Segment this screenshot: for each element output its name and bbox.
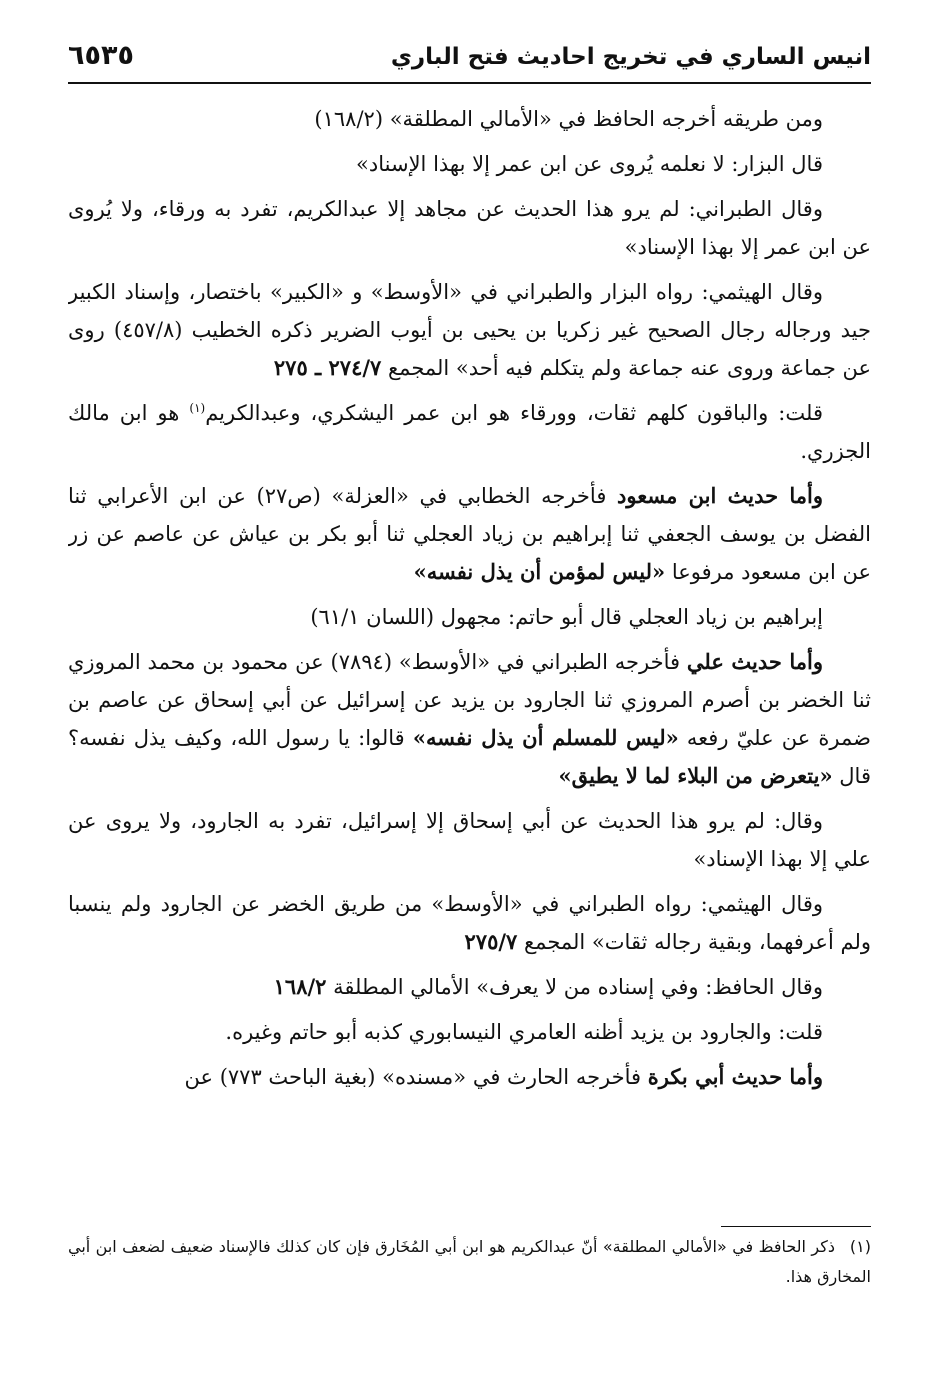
footnote: [68, 1232, 871, 1292]
hadith-text-1: «ليس لمؤمن أن يذل نفسه»: [413, 559, 666, 584]
footnote-text: ذكر الحافظ في «الأمالي المطلقة» أنّ عبدالكريم هو ابن أبي المُخَارق فإن كان كذلك فالإسناد ضعيف لضعف ابن أبي المخارق هذا.: [68, 1237, 871, 1286]
paragraph-3-text: وقال الطبراني: لم يرو هذا الحديث عن مجاهد إلا عبدالكريم، تفرد به ورقاء، ولا يُروى عن ابن عمر إلا بهذا الإسناد»: [68, 197, 871, 259]
paragraph-5: [68, 394, 871, 470]
paragraph-3: [68, 190, 871, 266]
paragraph-11-reference: ١٦٨/٢: [273, 974, 327, 999]
section-lead-abi-bakra: وأما حديث أبي بكرة: [647, 1064, 823, 1089]
paragraph-4-reference: ٢٧٤/٧ ـ ٢٧٥: [273, 355, 382, 380]
paragraph-5-text-a: قلت: والباقون كلهم ثقات، وورقاء هو ابن عمر اليشكري، وعبدالكريم: [205, 401, 823, 425]
paragraph-11-text: وقال الحافظ: وفي إسناده من لا يعرف» الأمالي المطلقة: [333, 975, 823, 999]
paragraph-1: [68, 100, 871, 138]
paragraph-12: [68, 1013, 871, 1051]
footnote-divider: [721, 1226, 871, 1227]
paragraph-8-text: فأخرجه الطبراني في «الأوسط» (٧٨٩٤) عن محمود بن محمد المروزي ثنا الخضر بن أصرم المروزي ثنا الجارود بن يزيد عن إسرائيل عن أبي إسحاق عن عاصم بن ضمرة عن عليّ رفعه: [68, 650, 871, 750]
paragraph-6: [68, 477, 871, 591]
paragraph-2-text: قال البزار: لا نعلمه يُروى عن ابن عمر إلا بهذا الإسناد»: [356, 152, 823, 176]
paragraph-10-reference: ٢٧٥/٧: [464, 929, 518, 954]
paragraph-4: [68, 273, 871, 387]
main-text: [68, 100, 871, 1210]
paragraph-10: [68, 885, 871, 961]
paragraph-2: [68, 145, 871, 183]
paragraph-8: [68, 643, 871, 795]
paragraph-10-text: وقال الهيثمي: رواه الطبراني في «الأوسط» من طريق الخضر عن الجارود ولم ينسبا ولم أعرفهما، وبقية رجاله ثقات» المجمع: [68, 892, 871, 954]
paragraph-6-text: فأخرجه الخطابي في «العزلة» (ص٢٧) عن ابن الأعرابي ثنا الفضل بن يوسف الجعفي ثنا إبراهيم بن زياد العجلي ثنا أبو بكر بن عياش عن عاصم عن زر عن ابن مسعود مرفوعا: [68, 484, 871, 584]
paragraph-4-text: وقال الهيثمي: رواه البزار والطبراني في «الأوسط» و «الكبير» باختصار، وإسناد الكبير جيد ورجاله رجال الصحيح غير زكريا بن يحيى بن أيوب الضرير ذكره الخطيب (٤٥٧/٨) روى عن جماعة وروى عنه جماعة ولم يتكلم فيه أحد» المجمع: [68, 280, 871, 380]
paragraph-13-text: فأخرجه الحارث في «مسنده» (بغية الباحث ٧٧٣) عن: [184, 1065, 642, 1089]
paragraph-9: [68, 802, 871, 878]
footnote-marker: (١): [189, 401, 206, 415]
page-header: [68, 30, 871, 84]
paragraph-9-text: وقال: لم يرو هذا الحديث عن أبي إسحاق إلا إسرائيل، تفرد به الجارود، ولا يروى عن علي إلا بهذا الإسناد»: [68, 809, 871, 871]
paragraph-8-text-mid: قالوا: يا رسول الله، وكيف يذل نفسه؟ قال: [68, 726, 871, 788]
hadith-text-3: «يتعرض من البلاء لما لا يطيق»: [558, 763, 833, 788]
footnote-number: (١): [849, 1237, 871, 1256]
running-title: انيس الساري في تخريج احاديث فتح الباري: [390, 44, 871, 70]
paragraph-1-text: ومن طريقه أخرجه الحافظ في «الأمالي المطلقة» (١٦٨/٢): [314, 107, 823, 131]
paragraph-12-text: قلت: والجارود بن يزيد أظنه العامري النيسابوري كذبه أبو حاتم وغيره.: [225, 1020, 823, 1044]
paragraph-7-text: إبراهيم بن زياد العجلي قال أبو حاتم: مجهول (اللسان ٦١/١): [310, 605, 823, 629]
paragraph-11: [68, 968, 871, 1006]
hadith-text-2: «ليس للمسلم أن يذل نفسه»: [412, 725, 679, 750]
paragraph-5-text-b: هو ابن مالك الجزري.: [68, 401, 871, 463]
paragraph-13: [68, 1058, 871, 1096]
paragraph-7: [68, 598, 871, 636]
section-lead-ibn-masud: وأما حديث ابن مسعود: [617, 483, 823, 508]
page-number: ٦٥٣٥: [68, 40, 134, 71]
section-lead-ali: وأما حديث علي: [686, 649, 823, 674]
